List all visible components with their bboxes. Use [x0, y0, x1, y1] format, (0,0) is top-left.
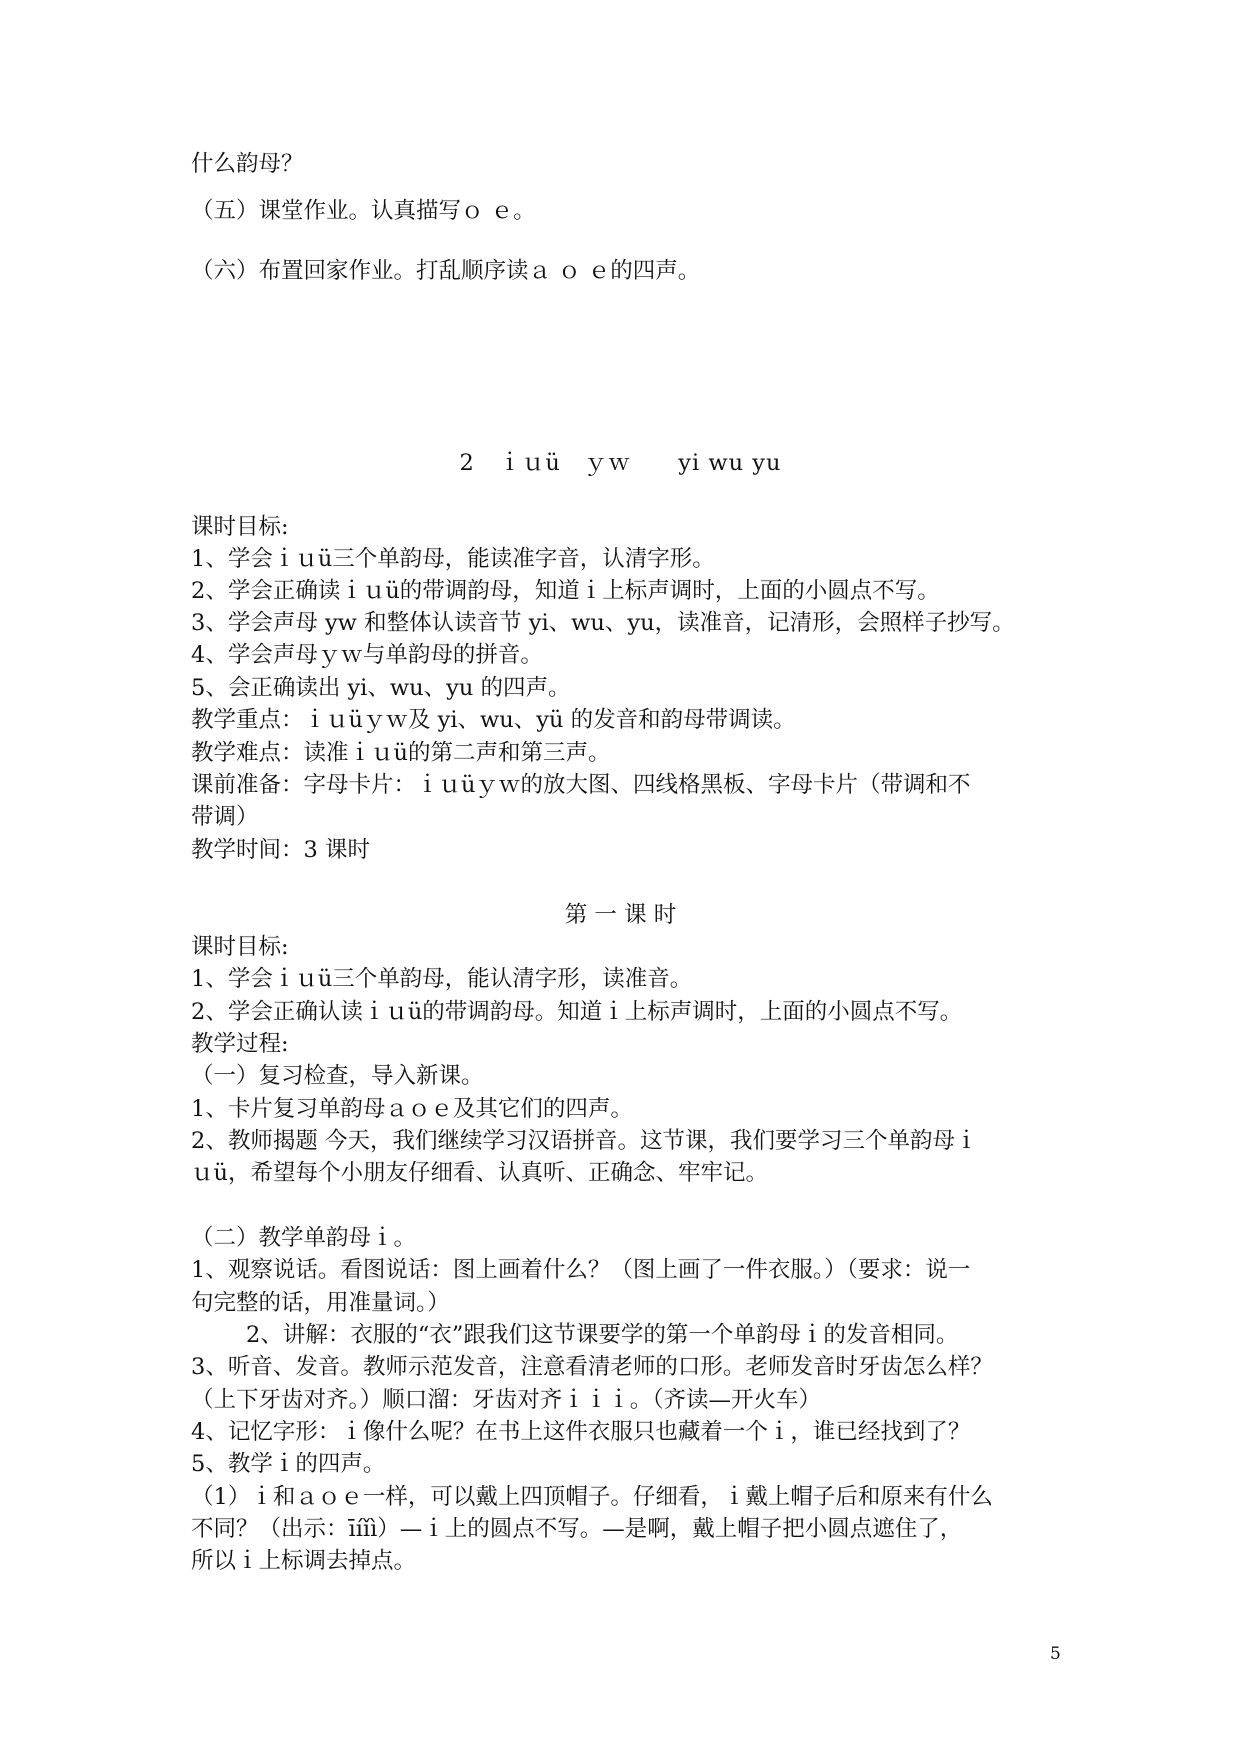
objective-item: 2、学会正确认读ｉｕü的带调韵母。知道ｉ上标声调时，上面的小圆点不写。 [191, 999, 963, 1025]
step-title: （二）教学单韵母ｉ。 [191, 1225, 417, 1251]
step-item: 句完整的话，用准量词。） [191, 1290, 450, 1316]
objective-item: 1、学会ｉｕü三个单韵母，能读准字音，认清字形。 [191, 546, 715, 572]
text-line: （六）布置回家作业。打乱顺序读ａ ｏ ｅ的四声。 [191, 258, 701, 284]
difficulty: 教学难点：读准ｉｕü的第二声和第三声。 [191, 740, 611, 766]
objective-item: 2、学会正确读ｉｕü的带调韵母，知道ｉ上标声调时，上面的小圆点不写。 [191, 578, 940, 604]
step-item: 1、观察说话。看图说话：图上画着什么？（图上画了一件衣服。）（要求：说一 [191, 1257, 971, 1283]
lesson-title: 2 ｉｕü ｙｗ yi wu yu [459, 450, 782, 476]
step-item: 1、卡片复习单韵母ａｏｅ及其它们的四声。 [191, 1096, 633, 1122]
step-title: （一）复习检查，导入新课。 [191, 1063, 484, 1089]
text-line: 什么韵母？ [191, 151, 304, 177]
step-item: （上下牙齿对齐。）顺口溜：牙齿对齐ｉｉｉ。（齐读—开火车） [191, 1387, 822, 1413]
step-item: 所以ｉ上标调去掉点。 [191, 1548, 417, 1574]
step-item: 不同？（出示：īíǐì）—ｉ上的圆点不写。—是啊，戴上帽子把小圆点遮住了， [191, 1516, 963, 1542]
objectives-label: 课时目标: [191, 934, 289, 960]
step-item: 2、教师揭题 今天，我们继续学习汉语拼音。这节课，我们要学习三个单韵母ｉ [191, 1128, 978, 1154]
step-item: 3、听音、发音。教师示范发音，注意看清老师的口形。老师发音时牙齿怎么样？ [191, 1354, 993, 1380]
process-label: 教学过程: [191, 1031, 289, 1057]
teaching-time: 教学时间：3 课时 [191, 837, 370, 863]
step-item: 5、教学ｉ的四声。 [191, 1451, 386, 1477]
key-points: 教学重点：ｉｕüｙｗ及 yi、wu、yü 的发音和韵母带调读。 [191, 707, 796, 733]
step-item: 2、讲解：衣服的“衣”跟我们这节课要学的第一个单韵母ｉ的发音相同。 [246, 1322, 959, 1348]
preparation: 带调） [191, 804, 259, 830]
step-item: 4、记忆字形：ｉ像什么呢？在书上这件衣服只也藏着一个ｉ，谁已经找到了？ [191, 1419, 971, 1445]
objective-item: 5、会正确读出 yi、wu、yu 的四声。 [191, 675, 571, 701]
period-heading: 第 一 课 时 [564, 902, 677, 928]
objective-item: 4、学会声母ｙｗ与单韵母的拼音。 [191, 642, 543, 668]
preparation: 课前准备：字母卡片：ｉｕüｙｗ的放大图、四线格黑板、字母卡片（带调和不 [191, 772, 971, 798]
objectives-label: 课时目标: [191, 514, 289, 540]
objective-item: 3、学会声母 yw 和整体认读音节 yi、wu、yu，读准音，记清形，会照样子抄写。 [191, 610, 1015, 636]
step-item: （1）ｉ和ａｏｅ一样，可以戴上四顶帽子。仔细看，ｉ戴上帽子后和原来有什么 [191, 1484, 993, 1510]
objective-item: 1、学会ｉｕü三个单韵母，能认清字形，读准音。 [191, 966, 693, 992]
page-number: 5 [1050, 1644, 1061, 1664]
text-line: （五）课堂作业。认真描写ｏ ｅ。 [191, 198, 536, 224]
step-item: ｕü，希望每个小朋友仔细看、认真听、正确念、牢牢记。 [191, 1160, 768, 1186]
